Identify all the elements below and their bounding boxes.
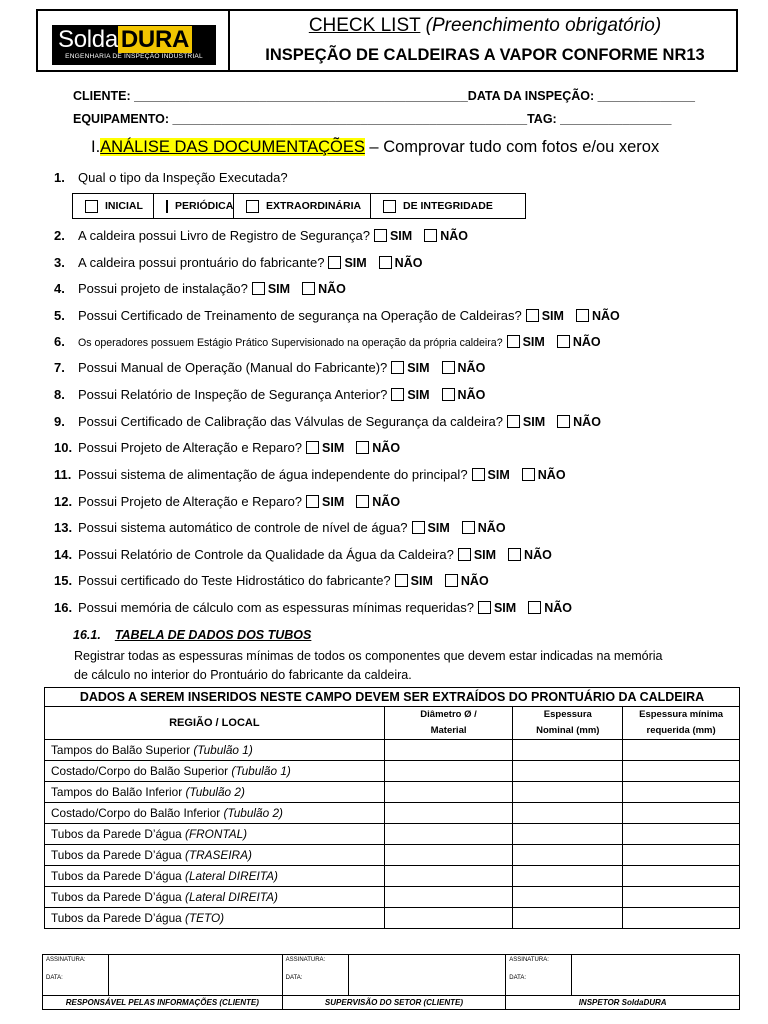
question-row [54, 387, 493, 403]
signature-table [42, 954, 740, 1010]
logo-subtitle: ENGENHARIA DE INSPEÇÃO INDUSTRIAL [65, 53, 203, 60]
checkbox-nao[interactable] [576, 309, 589, 322]
min-thickness-input-cell[interactable] [623, 908, 740, 929]
option-sim-label: SIM [522, 335, 545, 349]
min-thickness-input-cell[interactable] [623, 866, 740, 887]
checkbox-sim[interactable] [395, 574, 408, 587]
region-cell [45, 782, 385, 803]
option-nao-label: NÃO [372, 441, 401, 455]
region-label: Tampos do Balão Inferior [51, 785, 183, 799]
region-note: (Tubulão 1) [231, 764, 291, 778]
option-sim-label: SIM [407, 388, 430, 402]
table-row [45, 761, 740, 782]
section-roman: I. [91, 138, 101, 156]
region-note: (Tubulão 2) [223, 806, 283, 820]
checkbox-sim[interactable] [328, 256, 341, 269]
region-note: (FRONTAL) [185, 827, 248, 841]
question-text: Possui Relatório de Controle da Qualidade da Água da Caldeira? [78, 547, 454, 562]
option-nao-label: NÃO [457, 388, 486, 402]
option-sim-label: SIM [522, 415, 546, 429]
equipamento-field[interactable]: EQUIPAMENTO: ___________________________________________________TAG: ________________ [73, 112, 672, 126]
question-text: Possui Manual de Operação (Manual do Fabricante)? [78, 360, 388, 375]
option-nao-label: NÃO [524, 548, 552, 562]
checkbox-nao[interactable] [442, 388, 455, 401]
question-row [54, 308, 628, 324]
option-nao-label: NÃO [372, 495, 401, 509]
region-note: (Tubulão 2) [185, 785, 245, 799]
checkbox-nao[interactable] [557, 335, 570, 348]
min-thickness-input-cell[interactable] [623, 887, 740, 908]
column-header-min-thickness: Espessura mínima requerida (mm) [623, 707, 740, 740]
option-nao-label: NÃO [440, 229, 468, 243]
signature-role-inspector: INSPETOR SoldaDURA [506, 996, 740, 1010]
question-number: 15. [54, 573, 73, 588]
table-row [45, 845, 740, 866]
question-text: A caldeira possui prontuário do fabricante? [78, 255, 325, 270]
nominal-thickness-input-cell[interactable] [513, 803, 623, 824]
signature-role-client: RESPONSÁVEL PELAS INFORMAÇÕES (CLIENTE) [43, 996, 283, 1010]
section-title-highlight: ANÁLISE DAS DOCUMENTAÇÕES [100, 138, 365, 156]
question-text: Possui Certificado de Treinamento de segurança na Operação de Caldeiras? [78, 308, 522, 323]
checkbox-nao[interactable] [462, 521, 475, 534]
checkbox-sim[interactable] [391, 388, 404, 401]
diameter-input-cell[interactable] [384, 803, 513, 824]
question-row [54, 360, 493, 376]
checkbox-sim[interactable] [412, 521, 425, 534]
tube-data-table [44, 687, 740, 929]
region-cell [45, 866, 385, 887]
region-cell [45, 908, 385, 929]
question-number: 8. [54, 387, 65, 402]
title-main: CHECK LIST [308, 15, 421, 36]
region-label: Tubos da Parede D’água [51, 911, 182, 925]
option-nao-label: NÃO [318, 282, 346, 296]
question-text: Possui Projeto de Alteração e Reparo? [78, 440, 303, 455]
question-text: Possui sistema de alimentação de água independente do principal? [78, 467, 468, 482]
region-cell [45, 761, 385, 782]
nominal-thickness-input-cell[interactable] [513, 761, 623, 782]
question-number: 12. [54, 494, 73, 509]
question-text: Possui sistema automático de controle de nível de água? [78, 520, 408, 535]
question-text: Possui Projeto de Alteração e Reparo? [78, 494, 303, 509]
signature-labels-3: ASSINATURA: DATA: [506, 955, 572, 996]
region-cell [45, 740, 385, 761]
checkbox-nao[interactable] [356, 441, 369, 454]
nominal-thickness-input-cell[interactable] [513, 782, 623, 803]
option-nao-label: NÃO [544, 601, 572, 615]
question-number: 9. [54, 414, 65, 429]
nominal-thickness-input-cell[interactable] [513, 908, 623, 929]
region-label: Tubos da Parede D’água [51, 869, 182, 883]
checkbox-nao[interactable] [557, 415, 570, 428]
question-text: Qual o tipo da Inspeção Executada? [78, 170, 288, 185]
option-sim-label: SIM [493, 601, 517, 615]
question-row [54, 494, 408, 510]
option-sim-label: SIM [427, 521, 450, 535]
option-nao-label: NÃO [477, 521, 506, 535]
subsection-number: 16.1. [73, 628, 101, 642]
region-label: Tubos da Parede D’água [51, 848, 182, 862]
question-row [54, 281, 354, 297]
option-nao-label: NÃO [591, 309, 620, 323]
region-note: (Lateral DIREITA) [185, 890, 278, 904]
checkbox-nao[interactable] [445, 574, 458, 587]
question-1 [54, 170, 288, 186]
logo-word-dura: DURA [118, 26, 192, 53]
checkbox-nao[interactable] [356, 495, 369, 508]
option-integridade[interactable]: DE INTEGRIDADE [371, 194, 525, 218]
document-title [232, 15, 738, 37]
signature-field-3[interactable] [572, 955, 740, 996]
table-row [45, 740, 740, 761]
checkbox-sim[interactable] [252, 282, 265, 295]
option-nao-label: NÃO [460, 574, 489, 588]
checkbox-nao[interactable] [442, 361, 455, 374]
region-note: (Tubulão 1) [193, 743, 253, 757]
checkbox[interactable] [383, 200, 396, 213]
diameter-input-cell[interactable] [384, 740, 513, 761]
question-number: 5. [54, 308, 65, 323]
question-row [54, 520, 514, 536]
logo-word-solda: Solda [58, 26, 118, 53]
question-row [54, 467, 574, 483]
region-cell [45, 803, 385, 824]
instruction-line-2: de cálculo no interior do Prontuário do fabricante da caldeira. [74, 668, 412, 682]
region-note: (TETO) [185, 911, 225, 925]
question-text: A caldeira possui Livro de Registro de Segurança? [78, 228, 370, 243]
diameter-input-cell[interactable] [384, 824, 513, 845]
checkbox-sim[interactable] [374, 229, 387, 242]
document-header [36, 9, 738, 72]
table-row [45, 824, 740, 845]
question-row [54, 600, 580, 616]
min-thickness-input-cell[interactable] [623, 845, 740, 866]
checkbox-nao[interactable] [528, 601, 541, 614]
diameter-input-cell[interactable] [384, 887, 513, 908]
checkbox-sim[interactable] [306, 441, 319, 454]
column-header-region: REGIÃO / LOCAL [45, 707, 385, 740]
option-sim-label: SIM [322, 495, 345, 509]
table-row [45, 887, 740, 908]
signature-labels-1: ASSINATURA: DATA: [43, 955, 109, 996]
checkbox-sim[interactable] [472, 468, 485, 481]
checkbox-sim[interactable] [507, 335, 520, 348]
option-sim-label: SIM [407, 361, 430, 375]
question-number: 3. [54, 255, 65, 270]
signature-field-1[interactable] [108, 955, 282, 996]
option-sim-label: SIM [389, 229, 413, 243]
section-title-rest: – Comprovar tudo com fotos e/ou xerox [364, 138, 660, 156]
checkbox-nao[interactable] [522, 468, 535, 481]
region-label: Costado/Corpo do Balão Superior [51, 764, 229, 778]
checkbox[interactable] [85, 200, 98, 213]
checkbox-sim[interactable] [391, 361, 404, 374]
title-note: (Preenchimento obrigatório) [425, 15, 662, 36]
document-subtitle: INSPEÇÃO DE CALDEIRAS A VAPOR CONFORME NR13 [265, 46, 705, 64]
subsection-title [73, 628, 311, 642]
question-text: Possui Certificado de Calibração das Válvulas de Segurança da caldeira? [78, 414, 503, 429]
option-extraordinaria[interactable]: EXTRAORDINÁRIA [234, 194, 371, 218]
signature-labels-2: ASSINATURA: DATA: [282, 955, 348, 996]
instruction-line-1: Registrar todas as espessuras mínimas de todos os componentes que devem estar indicadas na memória [74, 649, 663, 663]
signature-role-supervision: SUPERVISÃO DO SETOR (CLIENTE) [282, 996, 506, 1010]
region-label: Tampos do Balão Superior [51, 743, 191, 757]
column-header-diameter: Diâmetro Ø / Material [384, 707, 513, 740]
question-number: 2. [54, 228, 65, 243]
option-nao-label: NÃO [572, 335, 601, 349]
question-number: 6. [54, 334, 65, 349]
question-text: Possui memória de cálculo com as espessuras mínimas requeridas? [78, 600, 474, 615]
min-thickness-input-cell[interactable] [623, 740, 740, 761]
checkbox-sim[interactable] [306, 495, 319, 508]
region-cell [45, 824, 385, 845]
min-thickness-input-cell[interactable] [623, 761, 740, 782]
table-row [45, 782, 740, 803]
signature-field-2[interactable] [348, 955, 506, 996]
question-number: 16. [54, 600, 73, 615]
checkbox[interactable] [246, 200, 259, 213]
question-row [54, 255, 430, 271]
table-row [45, 908, 740, 929]
region-cell [45, 887, 385, 908]
question-number: 14. [54, 547, 73, 562]
checkbox-sim[interactable] [507, 415, 520, 428]
logo-cell [38, 11, 230, 70]
question-text: Possui Relatório de Inspeção de Segurança Anterior? [78, 387, 388, 402]
subsection-label: TABELA DE DADOS DOS TUBOS [114, 628, 312, 642]
option-nao-label: NÃO [394, 256, 423, 270]
diameter-input-cell[interactable] [384, 761, 513, 782]
option-sim-label: SIM [344, 256, 367, 270]
region-note: (Lateral DIREITA) [185, 869, 278, 883]
table-body [45, 740, 740, 929]
option-inicial[interactable]: INICIAL [73, 194, 154, 218]
checkbox[interactable] [166, 200, 168, 213]
table-row [45, 866, 740, 887]
checkbox-sim[interactable] [478, 601, 491, 614]
min-thickness-input-cell[interactable] [623, 824, 740, 845]
option-sim-label: SIM [322, 441, 345, 455]
nominal-thickness-input-cell[interactable] [513, 740, 623, 761]
nominal-thickness-input-cell[interactable] [513, 866, 623, 887]
option-sim-label: SIM [410, 574, 433, 588]
option-sim-label: SIM [267, 282, 291, 296]
table-banner: DADOS A SEREM INSERIDOS NESTE CAMPO DEVEM SER EXTRAÍDOS DO PRONTUÁRIO DA CALDEIRA [45, 688, 740, 707]
checkbox-nao[interactable] [379, 256, 392, 269]
nominal-thickness-input-cell[interactable] [513, 845, 623, 866]
question-row [54, 228, 476, 244]
diameter-input-cell[interactable] [384, 866, 513, 887]
question-row [54, 573, 497, 589]
question-row [54, 414, 609, 430]
table-row [45, 803, 740, 824]
region-label: Tubos da Parede D’água [51, 827, 182, 841]
region-cell [45, 845, 385, 866]
question-number: 10. [54, 440, 73, 455]
option-sim-label: SIM [541, 309, 564, 323]
option-periodica[interactable]: PERIÓDICA [154, 194, 234, 218]
region-note: (TRASEIRA) [185, 848, 252, 862]
diameter-input-cell[interactable] [384, 845, 513, 866]
checkbox-nao[interactable] [424, 229, 437, 242]
question-number: 7. [54, 360, 65, 375]
nominal-thickness-input-cell[interactable] [513, 887, 623, 908]
diameter-input-cell[interactable] [384, 908, 513, 929]
question-row [54, 547, 560, 563]
nominal-thickness-input-cell[interactable] [513, 824, 623, 845]
question-row [54, 440, 408, 456]
option-nao-label: NÃO [573, 415, 601, 429]
region-label: Costado/Corpo do Balão Inferior [51, 806, 221, 820]
diameter-input-cell[interactable] [384, 782, 513, 803]
option-nao-label: NÃO [457, 361, 486, 375]
option-sim-label: SIM [487, 468, 510, 482]
checkbox-sim[interactable] [526, 309, 539, 322]
question-number: 4. [54, 281, 65, 296]
option-sim-label: SIM [473, 548, 497, 562]
question-text: Possui certificado do Teste Hidrostático do fabricante? [78, 573, 391, 588]
company-logo [52, 25, 216, 65]
min-thickness-input-cell[interactable] [623, 782, 740, 803]
cliente-field[interactable]: CLIENTE: ________________________________________________DATA DA INSPEÇÃO: ______________ [73, 89, 695, 103]
checkbox-nao[interactable] [508, 548, 521, 561]
question-text: Possui projeto de instalação? [78, 281, 248, 296]
question-text: Os operadores possuem Estágio Prático Supervisionado na operação da própria caldeira? [78, 337, 503, 349]
min-thickness-input-cell[interactable] [623, 803, 740, 824]
question-number: 13. [54, 520, 73, 535]
inspection-type-options [72, 193, 526, 219]
column-header-nominal-thickness: Espessura Nominal (mm) [513, 707, 623, 740]
question-number: 11. [54, 467, 72, 482]
checkbox-sim[interactable] [458, 548, 471, 561]
question-number: 1. [54, 170, 65, 185]
option-nao-label: NÃO [537, 468, 566, 482]
section-title [91, 138, 659, 157]
question-row [54, 334, 609, 350]
checkbox-nao[interactable] [302, 282, 315, 295]
region-label: Tubos da Parede D’água [51, 890, 182, 904]
